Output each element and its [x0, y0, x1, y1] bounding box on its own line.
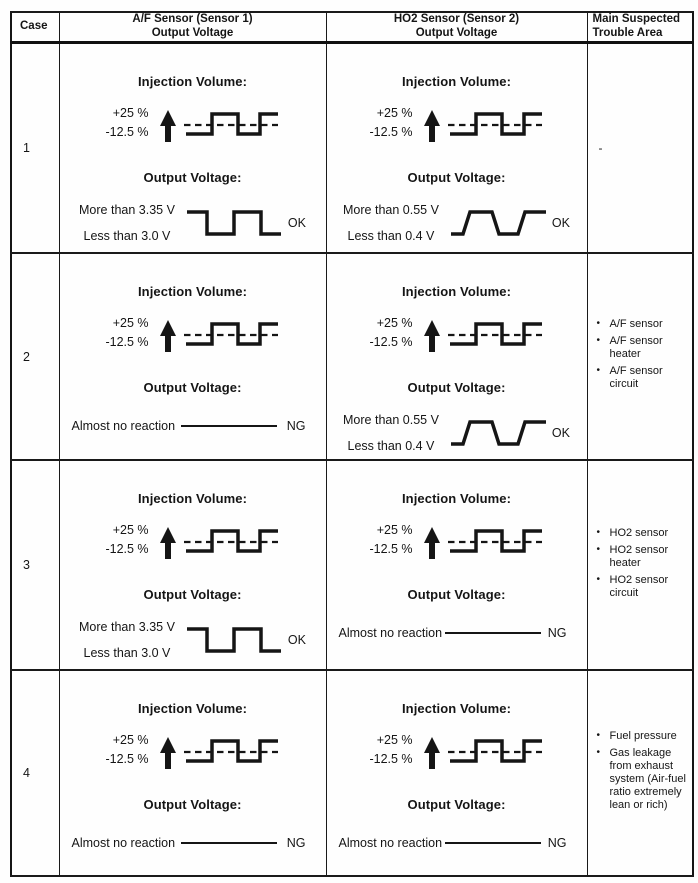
ho2-header-line1: HO2 Sensor (Sensor 2)	[393, 13, 520, 26]
injection-volume-graphic	[369, 102, 543, 144]
injection-minus-label: -12.5 %	[105, 124, 149, 139]
result-ok-label: OK	[551, 426, 570, 440]
case-number: 4	[23, 766, 30, 780]
output-voltage-heading: Output Voltage:	[143, 380, 242, 395]
case-column-header: Case	[11, 12, 59, 42]
trouble-area-cell	[587, 460, 693, 670]
up-arrow-icon	[424, 527, 440, 559]
injection-volume-graphic	[105, 519, 279, 561]
trouble-item	[596, 335, 689, 361]
output-voltage-graphic	[60, 836, 326, 850]
injection-plus-label: +25 %	[112, 733, 149, 747]
trouble-item	[596, 527, 689, 540]
output-voltage-graphic	[343, 197, 570, 249]
bullet-icon: •	[596, 573, 601, 585]
output-voltage-graphic	[79, 614, 306, 666]
injection-wave-icon	[158, 312, 280, 354]
output-voltage-heading: Output Voltage:	[407, 169, 506, 185]
injection-volume-heading: Injection Volume:	[401, 284, 512, 299]
trouble-item-text: Fuel pressure	[609, 730, 677, 742]
injection-volume-heading: Injection Volume:	[137, 73, 248, 89]
ho2-sensor-cell	[326, 253, 587, 460]
output-voltage-graphic	[327, 836, 587, 850]
flatline-icon	[181, 842, 277, 844]
injection-volume-graphic	[369, 312, 543, 354]
case-row-1	[11, 42, 693, 253]
flatline-icon	[445, 632, 541, 634]
trouble-area-cell	[587, 670, 693, 876]
case-number: 3	[23, 558, 30, 572]
result-ng-label: NG	[286, 836, 306, 850]
injection-minus-label: -12.5 %	[369, 542, 413, 556]
output-less-label: Less than 3.0 V	[83, 228, 171, 243]
up-arrow-icon	[160, 320, 176, 352]
trouble-item	[596, 747, 689, 812]
trouble-item	[596, 574, 689, 600]
output-trapezoid-wave-icon	[449, 416, 549, 450]
af-sensor-cell	[59, 253, 326, 460]
injection-volume-graphic	[369, 519, 543, 561]
injection-plus-label: +25 %	[112, 105, 149, 120]
bullet-icon: •	[596, 543, 601, 555]
ho2-header-line2: Output Voltage	[415, 26, 498, 39]
injection-volume-graphic	[369, 729, 543, 771]
injection-plus-label: +25 %	[376, 733, 413, 747]
trouble-header-line2: Trouble Area	[592, 26, 663, 39]
injection-minus-label: -12.5 %	[369, 752, 413, 766]
trouble-list	[596, 318, 689, 391]
case-number-cell	[11, 670, 59, 876]
trouble-item	[596, 318, 689, 331]
af-column-header	[59, 12, 326, 42]
output-square-wave-icon	[185, 206, 285, 240]
trouble-item-text: A/F sensor circuit	[609, 365, 663, 390]
bullet-icon: •	[596, 526, 601, 538]
injection-minus-label: -12.5 %	[105, 752, 149, 766]
bullet-icon: •	[596, 730, 601, 741]
injection-volume-heading: Injection Volume:	[401, 491, 512, 506]
output-voltage-graphic	[79, 197, 306, 249]
trouble-area-cell	[587, 253, 693, 460]
result-ng-label: NG	[547, 626, 567, 640]
output-less-label: Less than 0.4 V	[347, 439, 435, 453]
ho2-sensor-cell	[326, 460, 587, 670]
output-voltage-graphic	[327, 626, 587, 640]
up-arrow-icon	[424, 737, 440, 769]
flatline-icon	[181, 425, 277, 427]
flatline-icon	[445, 842, 541, 844]
result-ok-label: OK	[287, 633, 306, 647]
trouble-item-text: A/F sensor	[609, 318, 663, 330]
up-arrow-icon	[160, 737, 176, 769]
af-header-line2: Output Voltage	[151, 26, 234, 39]
output-voltage-heading: Output Voltage:	[143, 587, 242, 602]
ho2-column-header	[326, 12, 587, 42]
injection-volume-graphic	[105, 729, 279, 771]
bullet-icon: •	[596, 335, 601, 346]
trouble-item	[596, 365, 689, 391]
output-voltage-heading: Output Voltage:	[407, 380, 506, 395]
output-voltage-heading: Output Voltage:	[407, 587, 506, 602]
trouble-list	[596, 527, 689, 600]
output-square-wave-icon	[185, 623, 285, 657]
case-row-4	[11, 670, 693, 876]
injection-volume-graphic	[105, 102, 279, 144]
output-voltage-heading: Output Voltage:	[143, 797, 242, 812]
result-ng-label: NG	[547, 836, 567, 850]
trouble-column-header	[587, 12, 693, 42]
ho2-sensor-cell	[326, 42, 587, 253]
no-reaction-label: Almost no reaction	[338, 626, 443, 640]
injection-plus-label: +25 %	[376, 316, 413, 330]
injection-volume-heading: Injection Volume:	[401, 73, 512, 89]
injection-minus-label: -12.5 %	[369, 124, 413, 139]
output-more-label: More than 0.55 V	[343, 413, 439, 427]
injection-volume-graphic	[105, 312, 279, 354]
result-ng-label: NG	[286, 419, 306, 433]
injection-plus-label: +25 %	[376, 105, 413, 120]
injection-wave-icon	[158, 519, 280, 561]
output-trapezoid-wave-icon	[449, 206, 549, 240]
injection-volume-heading: Injection Volume:	[137, 701, 248, 716]
up-arrow-icon	[424, 110, 440, 142]
injection-wave-icon	[158, 102, 280, 144]
bullet-icon: •	[596, 318, 601, 329]
case-number-cell	[11, 253, 59, 460]
trouble-item-text: HO2 sensor heater	[609, 543, 669, 569]
trouble-item-text: Gas leakage from exhaust system (Air-fuel ratio extremely lean or rich)	[609, 747, 686, 811]
output-more-label: More than 0.55 V	[343, 202, 439, 217]
output-more-label: More than 3.35 V	[79, 620, 175, 634]
header-row	[11, 12, 693, 42]
output-less-label: Less than 3.0 V	[83, 646, 171, 660]
af-sensor-cell	[59, 670, 326, 876]
result-ok-label: OK	[287, 215, 306, 230]
output-less-label: Less than 0.4 V	[347, 228, 435, 243]
injection-volume-heading: Injection Volume:	[137, 491, 248, 506]
no-reaction-label: Almost no reaction	[338, 836, 443, 850]
case-number: 2	[23, 349, 30, 364]
injection-wave-icon	[422, 519, 544, 561]
output-voltage-heading: Output Voltage:	[407, 797, 506, 812]
bullet-icon: •	[596, 365, 601, 376]
up-arrow-icon	[160, 527, 176, 559]
injection-plus-label: +25 %	[112, 523, 149, 537]
result-ok-label: OK	[551, 215, 570, 230]
injection-minus-label: -12.5 %	[369, 335, 413, 349]
case-number-cell	[11, 42, 59, 253]
af-sensor-cell	[59, 42, 326, 253]
output-voltage-graphic	[343, 407, 570, 459]
injection-minus-label: -12.5 %	[105, 335, 149, 349]
injection-wave-icon	[422, 729, 544, 771]
injection-volume-heading: Injection Volume:	[137, 284, 248, 299]
no-reaction-label: Almost no reaction	[71, 836, 176, 850]
injection-volume-heading: Injection Volume:	[401, 701, 512, 716]
up-arrow-icon	[160, 110, 176, 142]
injection-wave-icon	[422, 312, 544, 354]
injection-plus-label: +25 %	[112, 316, 149, 330]
case-number: 1	[23, 140, 30, 155]
trouble-item	[596, 730, 689, 743]
output-voltage-graphic	[60, 419, 326, 433]
output-voltage-heading: Output Voltage:	[143, 169, 242, 185]
no-reaction-label: Almost no reaction	[71, 419, 176, 433]
trouble-item-text: HO2 sensor circuit	[609, 573, 669, 599]
output-more-label: More than 3.35 V	[79, 202, 175, 217]
case-row-2	[11, 253, 693, 460]
injection-wave-icon	[158, 729, 280, 771]
ho2-sensor-cell	[326, 670, 587, 876]
trouble-item	[596, 544, 689, 570]
trouble-item-text: A/F sensor heater	[609, 335, 663, 360]
trouble-none-dash: -	[598, 140, 603, 155]
bullet-icon: •	[596, 747, 601, 758]
trouble-list	[596, 730, 689, 812]
af-sensor-cell	[59, 460, 326, 670]
injection-plus-label: +25 %	[376, 523, 413, 537]
trouble-header-line1: Main Suspected	[592, 13, 681, 26]
trouble-item-text: HO2 sensor	[609, 526, 669, 539]
trouble-area-cell	[587, 42, 693, 253]
injection-wave-icon	[422, 102, 544, 144]
up-arrow-icon	[424, 320, 440, 352]
case-number-cell	[11, 460, 59, 670]
injection-minus-label: -12.5 %	[105, 542, 149, 556]
case-row-3	[11, 460, 693, 670]
sensor-diagnostic-table	[10, 11, 694, 877]
af-header-line1: A/F Sensor (Sensor 1)	[132, 13, 253, 26]
